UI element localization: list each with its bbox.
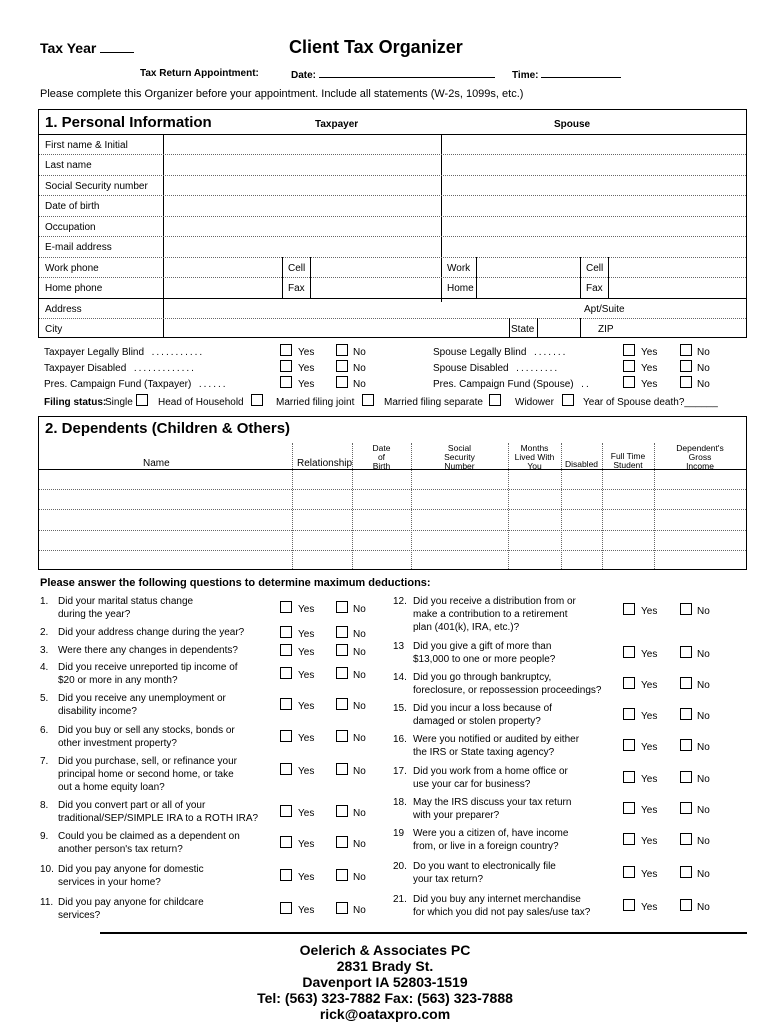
yes-label: Yes — [298, 733, 315, 744]
sp-campaign-label: Pres. Campaign Fund (Spouse) .. — [433, 379, 591, 390]
question-number: 4. — [40, 662, 49, 673]
no-label: No — [697, 379, 710, 390]
q-right-7-no-checkbox[interactable] — [680, 833, 692, 845]
question-text — [413, 893, 590, 919]
yes-label: Yes — [298, 363, 315, 374]
question-line: make a contribution to a retirement — [413, 609, 568, 620]
yes-label: Yes — [298, 670, 315, 681]
q-left-1-yes-checkbox[interactable] — [280, 626, 292, 638]
date-blank[interactable] — [319, 68, 495, 78]
no-label: No — [353, 647, 366, 658]
no-label: No — [697, 836, 710, 847]
question-line: Were you notified or audited by either — [413, 734, 580, 745]
label-work-phone: Work phone — [45, 263, 99, 274]
q-right-8-no-checkbox[interactable] — [680, 866, 692, 878]
question-number: 2. — [40, 627, 49, 638]
yes-label: Yes — [298, 839, 315, 850]
question-text — [58, 755, 237, 794]
q-left-7-no-checkbox[interactable] — [336, 805, 348, 817]
question-line: Were you a citizen of, have income — [413, 828, 569, 839]
no-label: No — [697, 606, 710, 617]
no-label: No — [697, 680, 710, 691]
question-number: 11. — [40, 897, 54, 908]
q-left-4-yes-checkbox[interactable] — [280, 698, 292, 710]
label-state: State — [511, 324, 535, 335]
question-text — [413, 595, 576, 634]
sp-disabled-yes-checkbox[interactable] — [623, 360, 635, 372]
q-right-6-no-checkbox[interactable] — [680, 802, 692, 814]
question-line: during the year? — [58, 609, 131, 620]
hoh-label: Head of Household — [158, 397, 244, 408]
question-line: services in your home? — [58, 877, 161, 888]
dep-col-dob: Date of Birth — [372, 443, 391, 471]
instructions: Please complete this Organizer before your appointment. Include all statements (W-2s, 1099s, etc.) — [40, 88, 524, 100]
dep-col-student: Full Time Student — [610, 451, 646, 470]
q-left-8-yes-checkbox[interactable] — [280, 836, 292, 848]
question-line: Did you go through bankruptcy, — [413, 672, 552, 683]
firm-street: 2831 Brady St. — [336, 958, 434, 974]
tp-disabled-no-checkbox[interactable] — [336, 360, 348, 372]
q-left-6-no-checkbox[interactable] — [336, 763, 348, 775]
tp-campaign-no-checkbox[interactable] — [336, 376, 348, 388]
question-line: $13,000 to one or more people? — [413, 654, 556, 665]
question-text — [58, 896, 204, 922]
question-line: another person's tax return? — [58, 844, 183, 855]
dep-col-ssn: Social Security Number — [444, 443, 475, 471]
question-number: 20. — [393, 861, 407, 872]
hoh-checkbox[interactable] — [251, 394, 263, 406]
no-label: No — [353, 733, 366, 744]
label-apt-suite: Apt/Suite — [584, 304, 625, 315]
question-text — [58, 644, 238, 657]
q-left-3-yes-checkbox[interactable] — [280, 667, 292, 679]
question-line: plan (401(k), IRA, etc.)? — [413, 622, 520, 633]
firm-city: Davenport IA 52803-1519 — [302, 974, 468, 990]
no-label: No — [697, 363, 710, 374]
q-left-7-yes-checkbox[interactable] — [280, 805, 292, 817]
yes-label: Yes — [641, 649, 658, 660]
q-right-7-yes-checkbox[interactable] — [623, 833, 635, 845]
widower-label: Widower — [515, 397, 554, 408]
tp-blind-label: Taxpayer Legally Blind ........... — [44, 347, 205, 358]
mfj-checkbox[interactable] — [362, 394, 374, 406]
yes-label: Yes — [641, 742, 658, 753]
question-line: Did you work from a home office or — [413, 766, 568, 777]
question-number: 8. — [40, 800, 49, 811]
sp-blind-no-checkbox[interactable] — [680, 344, 692, 356]
dependents-box — [38, 416, 747, 570]
firm-name: Oelerich & Associates PC — [299, 942, 471, 958]
q-left-2-no-checkbox[interactable] — [336, 644, 348, 656]
tp-blind-no-checkbox[interactable] — [336, 344, 348, 356]
q-right-5-yes-checkbox[interactable] — [623, 771, 635, 783]
label-taxpayer-cell: Cell — [288, 263, 306, 274]
date-label: Date: — [291, 68, 495, 81]
sp-disabled-no-checkbox[interactable] — [680, 360, 692, 372]
question-line: Did you receive any unemployment or — [58, 693, 226, 704]
label-home-phone: Home phone — [45, 283, 103, 294]
question-line: May the IRS discuss your tax return — [413, 797, 572, 808]
question-text — [413, 765, 568, 791]
question-number: 15. — [393, 703, 407, 714]
question-text — [413, 796, 571, 822]
question-number: 7. — [40, 756, 49, 767]
question-text — [413, 702, 552, 728]
tax-year-label: Tax Year — [40, 40, 134, 56]
q-right-4-no-checkbox[interactable] — [680, 739, 692, 751]
yes-label: Yes — [298, 379, 315, 390]
question-line: Did you incur a loss because of — [413, 703, 552, 714]
q-left-1-no-checkbox[interactable] — [336, 626, 348, 638]
tp-disabled-label: Taxpayer Disabled ............. — [44, 363, 196, 374]
question-text — [58, 595, 193, 621]
no-label: No — [353, 766, 366, 777]
yes-label: Yes — [641, 774, 658, 785]
yes-label: Yes — [641, 680, 658, 691]
question-line: Did you buy or sell any stocks, bonds or — [58, 725, 235, 736]
time-label: Time: — [512, 68, 621, 81]
question-line: Could you be claimed as a dependent on — [58, 831, 240, 842]
question-line: other investment property? — [58, 738, 177, 749]
label-ssn: Social Security number — [45, 181, 148, 192]
question-line: foreclosure, or repossession proceedings? — [413, 685, 602, 696]
personal-info-box — [38, 109, 747, 338]
questions-heading: Please answer the following questions to determine maximum deductions: — [40, 577, 431, 589]
question-number: 16. — [393, 734, 407, 745]
yes-label: Yes — [298, 604, 315, 615]
tp-campaign-label: Pres. Campaign Fund (Taxpayer) ...... — [44, 379, 228, 390]
no-label: No — [697, 347, 710, 358]
yes-label: Yes — [298, 347, 315, 358]
label-first-name: First name & Initial — [45, 140, 128, 151]
label-occupation: Occupation — [45, 222, 96, 233]
question-line: from, or live in a foreign country? — [413, 841, 559, 852]
yes-label: Yes — [298, 647, 315, 658]
no-label: No — [697, 711, 710, 722]
q-right-2-yes-checkbox[interactable] — [623, 677, 635, 689]
q-right-2-no-checkbox[interactable] — [680, 677, 692, 689]
dep-col-months: Months Lived With You — [514, 443, 555, 471]
question-line: Did you receive a distribution from or — [413, 596, 576, 607]
no-label: No — [353, 701, 366, 712]
no-label: No — [353, 808, 366, 819]
q-right-5-no-checkbox[interactable] — [680, 771, 692, 783]
question-line: your tax return? — [413, 874, 484, 885]
question-line: use your car for business? — [413, 779, 531, 790]
q-left-5-yes-checkbox[interactable] — [280, 730, 292, 742]
question-line: for which you did not pay sales/use tax? — [413, 907, 591, 918]
yes-label: Yes — [641, 711, 658, 722]
question-line: Did you purchase, sell, or refinance your — [58, 756, 237, 767]
no-label: No — [697, 805, 710, 816]
question-text — [58, 724, 235, 750]
question-line: Did you buy any internet merchandise — [413, 894, 581, 905]
question-text — [413, 827, 568, 853]
yes-label: Yes — [641, 606, 658, 617]
single-label: Single — [105, 397, 133, 408]
tp-blind-yes-checkbox[interactable] — [280, 344, 292, 356]
question-line: Did your marital status change — [58, 596, 194, 607]
no-label: No — [353, 379, 366, 390]
question-line: disability income? — [58, 706, 137, 717]
mfj-label: Married filing joint — [276, 397, 355, 408]
question-line: Did you give a gift of more than — [413, 641, 552, 652]
q-left-8-no-checkbox[interactable] — [336, 836, 348, 848]
no-label: No — [353, 363, 366, 374]
time-blank[interactable] — [541, 68, 621, 78]
question-text — [58, 799, 258, 825]
yes-label: Yes — [641, 836, 658, 847]
page-title: Client Tax Organizer — [289, 37, 463, 57]
no-label: No — [353, 604, 366, 615]
q-left-9-no-checkbox[interactable] — [336, 869, 348, 881]
question-line: Did you pay anyone for domestic — [58, 864, 204, 875]
yes-label: Yes — [641, 869, 658, 880]
yes-label: Yes — [298, 629, 315, 640]
q-left-9-yes-checkbox[interactable] — [280, 869, 292, 881]
dep-col-relationship: Relationship — [297, 458, 353, 469]
question-text — [58, 626, 244, 639]
no-label: No — [353, 905, 366, 916]
no-label: No — [697, 742, 710, 753]
q-left-10-yes-checkbox[interactable] — [280, 902, 292, 914]
dep-col-disabled: Disabled — [564, 459, 599, 469]
tp-campaign-yes-checkbox[interactable] — [280, 376, 292, 388]
question-text — [58, 661, 238, 687]
question-line: Were there any changes in dependents? — [58, 645, 238, 656]
firm-email[interactable]: rick@oataxpro.com — [319, 1006, 451, 1022]
appointment-label: Tax Return Appointment: — [140, 68, 259, 79]
yes-label: Yes — [298, 872, 315, 883]
q-right-8-yes-checkbox[interactable] — [623, 866, 635, 878]
question-number: 6. — [40, 725, 49, 736]
q-right-3-yes-checkbox[interactable] — [623, 708, 635, 720]
dependents-heading: 2. Dependents (Children & Others) — [45, 420, 291, 437]
no-label: No — [353, 670, 366, 681]
question-number: 1. — [40, 596, 49, 607]
dep-col-name: Name — [143, 458, 170, 469]
question-text — [58, 830, 240, 856]
question-text — [413, 860, 556, 886]
sp-blind-label: Spouse Legally Blind ....... — [433, 347, 568, 358]
no-label: No — [697, 649, 710, 660]
question-number: 12. — [393, 596, 407, 607]
no-label: No — [697, 869, 710, 880]
sp-campaign-yes-checkbox[interactable] — [623, 376, 635, 388]
q-left-0-yes-checkbox[interactable] — [280, 601, 292, 613]
sp-disabled-label: Spouse Disabled ......... — [433, 363, 560, 374]
question-line: $20 or more in any month? — [58, 675, 178, 686]
q-right-9-no-checkbox[interactable] — [680, 899, 692, 911]
q-right-9-yes-checkbox[interactable] — [623, 899, 635, 911]
question-number: 17. — [393, 766, 407, 777]
no-label: No — [697, 902, 710, 913]
label-taxpayer-fax: Fax — [288, 283, 305, 294]
q-left-0-no-checkbox[interactable] — [336, 601, 348, 613]
q-right-0-no-checkbox[interactable] — [680, 603, 692, 615]
no-label: No — [697, 774, 710, 785]
q-right-6-yes-checkbox[interactable] — [623, 802, 635, 814]
yes-label: Yes — [298, 766, 315, 777]
question-line: Did you convert part or all of your — [58, 800, 206, 811]
single-checkbox[interactable] — [136, 394, 148, 406]
yes-label: Yes — [641, 347, 658, 358]
question-number: 13 — [393, 641, 405, 652]
label-email: E-mail address — [45, 242, 112, 253]
question-line: services? — [58, 910, 101, 921]
question-number: 14. — [393, 672, 407, 683]
question-line: the IRS or State taxing agency? — [413, 747, 555, 758]
q-right-1-no-checkbox[interactable] — [680, 646, 692, 658]
label-spouse-fax: Fax — [586, 283, 603, 294]
label-city: City — [45, 324, 63, 335]
label-spouse-work: Work — [447, 263, 471, 274]
footer-divider — [100, 932, 747, 934]
q-left-2-yes-checkbox[interactable] — [280, 644, 292, 656]
mfs-checkbox[interactable] — [489, 394, 501, 406]
question-number: 21. — [393, 894, 407, 905]
year-of-spouse-death[interactable]: Year of Spouse death?______ — [583, 397, 718, 408]
sp-blind-yes-checkbox[interactable] — [623, 344, 635, 356]
question-line: traditional/SEP/SIMPLE IRA to a ROTH IRA? — [58, 813, 259, 824]
yes-label: Yes — [298, 808, 315, 819]
question-number: 9. — [40, 831, 49, 842]
label-spouse-home: Home — [447, 283, 474, 294]
question-line: Did your address change during the year? — [58, 627, 245, 638]
question-text — [58, 692, 226, 718]
question-line: Do you want to electronically file — [413, 861, 556, 872]
yes-label: Yes — [298, 905, 315, 916]
widower-checkbox[interactable] — [562, 394, 574, 406]
tp-disabled-yes-checkbox[interactable] — [280, 360, 292, 372]
taxpayer-col-header: Taxpayer — [315, 119, 359, 130]
question-text — [413, 640, 555, 666]
q-right-3-no-checkbox[interactable] — [680, 708, 692, 720]
firm-phones: Tel: (563) 323-7882 Fax: (563) 323-7888 — [257, 990, 513, 1006]
label-dob: Date of birth — [45, 201, 100, 212]
yes-label: Yes — [298, 701, 315, 712]
question-line: Did you receive unreported tip income of — [58, 662, 238, 673]
dep-col-income: Dependent's Gross Income — [676, 443, 724, 471]
question-line: principal home or second home, or take — [58, 769, 234, 780]
q-left-6-yes-checkbox[interactable] — [280, 763, 292, 775]
label-spouse-cell: Cell — [586, 263, 604, 274]
q-right-1-yes-checkbox[interactable] — [623, 646, 635, 658]
q-left-10-no-checkbox[interactable] — [336, 902, 348, 914]
question-line: out a home equity loan? — [58, 782, 165, 793]
personal-info-heading: 1. Personal Information — [45, 114, 212, 131]
label-zip: ZIP — [598, 324, 614, 335]
q-right-0-yes-checkbox[interactable] — [623, 603, 635, 615]
question-number: 18. — [393, 797, 407, 808]
question-number: 19 — [393, 828, 405, 839]
question-text — [413, 733, 579, 759]
filing-status-label: Filing status: — [44, 397, 107, 408]
question-number: 5. — [40, 693, 49, 704]
q-left-4-no-checkbox[interactable] — [336, 698, 348, 710]
no-label: No — [353, 347, 366, 358]
q-right-4-yes-checkbox[interactable] — [623, 739, 635, 751]
q-left-3-no-checkbox[interactable] — [336, 667, 348, 679]
yes-label: Yes — [641, 902, 658, 913]
question-number: 3. — [40, 645, 49, 656]
no-label: No — [353, 629, 366, 640]
label-address: Address — [45, 304, 82, 315]
q-left-5-no-checkbox[interactable] — [336, 730, 348, 742]
label-last-name: Last name — [45, 160, 92, 171]
yes-label: Yes — [641, 805, 658, 816]
question-line: with your preparer? — [413, 810, 500, 821]
spouse-col-header: Spouse — [554, 119, 591, 130]
yes-label: Yes — [641, 363, 658, 374]
question-number: 10. — [40, 864, 54, 875]
no-label: No — [353, 872, 366, 883]
question-line: Did you pay anyone for childcare — [58, 897, 204, 908]
question-text — [58, 863, 204, 889]
no-label: No — [353, 839, 366, 850]
tax-year-blank[interactable] — [100, 40, 134, 53]
sp-campaign-no-checkbox[interactable] — [680, 376, 692, 388]
question-line: damaged or stolen property? — [413, 716, 541, 727]
question-text — [413, 671, 601, 697]
mfs-label: Married filing separate — [384, 397, 483, 408]
yes-label: Yes — [641, 379, 658, 390]
